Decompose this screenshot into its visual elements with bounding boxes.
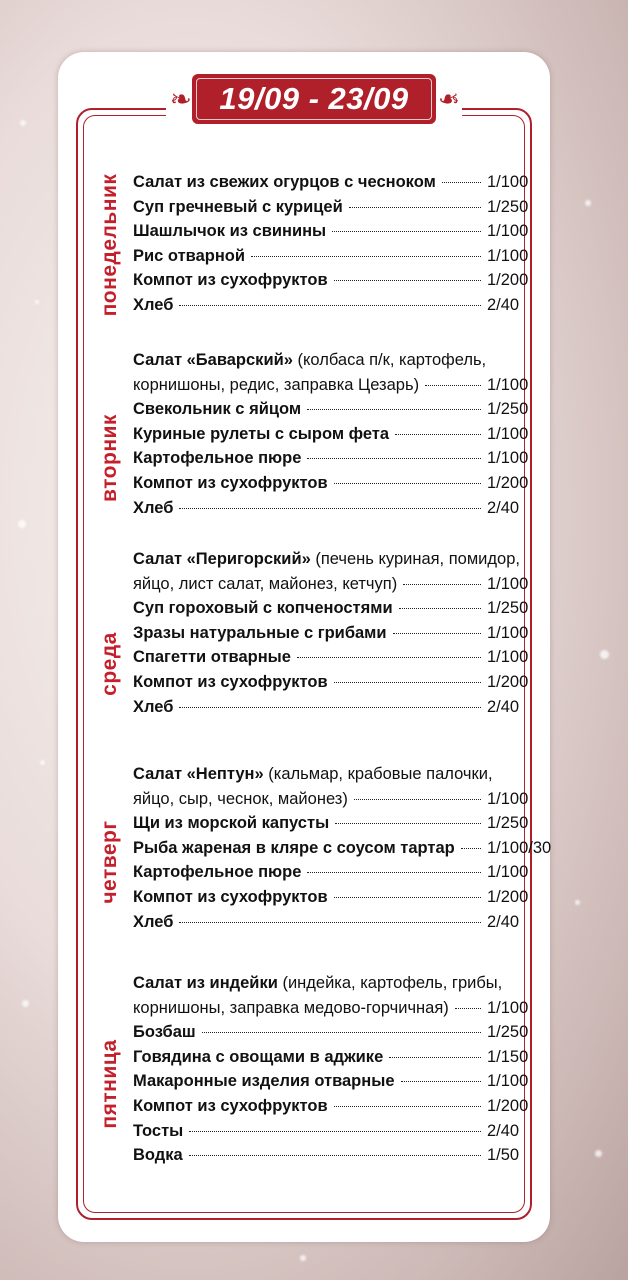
menu-item: яйцо, лист салат, майонез, кетчуп) 1/100 bbox=[133, 574, 529, 593]
menu-item: Водка 1/50 bbox=[133, 1146, 520, 1165]
menu-item: Хлеб 2/40 bbox=[133, 295, 520, 314]
day-section-thursday bbox=[133, 762, 552, 934]
day-section-friday bbox=[133, 971, 545, 1168]
menu-item: Макаронные изделия отварные 1/100 bbox=[133, 1072, 529, 1091]
menu-item: Хлеб 2/40 bbox=[133, 912, 520, 931]
menu-item: Салат из свежих огурцов с чесноком 1/100 bbox=[133, 173, 529, 191]
menu-item: Суп гороховый с копченостями 1/250 bbox=[133, 599, 529, 618]
day-section-monday bbox=[133, 170, 545, 318]
menu-item: Хлеб 2/40 bbox=[133, 697, 520, 716]
menu-item: Компот из сухофруктов 1/200 bbox=[133, 473, 529, 492]
menu-item: Шашлычок из свинины 1/100 bbox=[133, 222, 529, 241]
menu-item: Спагетти отварные 1/100 bbox=[133, 648, 529, 667]
menu-item-first-line: Салат «Баварский» (колбаса п/к, картофель, bbox=[133, 351, 487, 369]
menu-item-first-line: Салат из индейки (индейка, картофель, грибы, bbox=[133, 974, 503, 992]
menu-item: Компот из сухофруктов 1/200 bbox=[133, 271, 529, 290]
menu-item: Говядина с овощами в аджике 1/150 bbox=[133, 1047, 529, 1066]
sparkle bbox=[585, 200, 591, 206]
sparkle bbox=[595, 1150, 602, 1157]
sparkle bbox=[575, 900, 580, 905]
menu-item: Бозбаш 1/250 bbox=[133, 1023, 529, 1042]
sparkle bbox=[35, 300, 39, 304]
sparkle bbox=[18, 520, 26, 528]
sparkle bbox=[300, 1255, 306, 1261]
day-section-wednesday bbox=[133, 547, 545, 719]
ornament-left-icon: ❧ bbox=[170, 84, 192, 114]
menu-item: Картофельное пюре 1/100 bbox=[133, 863, 529, 882]
ornament-right-icon: ❧ bbox=[438, 84, 460, 114]
date-banner bbox=[192, 74, 436, 124]
menu-item-first-line: Салат «Нептун» (кальмар, крабовые палочки, bbox=[133, 765, 493, 783]
menu-item: Компот из сухофруктов 1/200 bbox=[133, 1096, 529, 1115]
menu-item: Рыба жареная в кляре с соусом тартар 1/100/30 bbox=[133, 838, 552, 857]
menu-item: Суп гречневый с курицей 1/250 bbox=[133, 197, 529, 216]
sparkle bbox=[40, 760, 45, 765]
menu-item: Хлеб 2/40 bbox=[133, 498, 520, 517]
sparkle bbox=[20, 120, 26, 126]
sparkle bbox=[600, 650, 609, 659]
menu-item: Картофельное пюре 1/100 bbox=[133, 449, 529, 468]
menu-item: Зразы натуральные с грибами 1/100 bbox=[133, 623, 529, 642]
menu-item: Компот из сухофруктов 1/200 bbox=[133, 672, 529, 691]
menu-item: Щи из морской капусты 1/250 bbox=[133, 814, 529, 833]
day-section-tuesday bbox=[133, 348, 545, 520]
menu-item-first-line: Салат «Перигорский» (печень куриная, помидор, bbox=[133, 550, 520, 568]
menu-item: Тосты 2/40 bbox=[133, 1121, 520, 1140]
menu-item: яйцо, сыр, чеснок, майонез) 1/100 bbox=[133, 789, 529, 808]
menu-item: Свекольник с яйцом 1/250 bbox=[133, 400, 529, 419]
date-range: 19/09 - 23/09 bbox=[219, 81, 409, 116]
menu-item: корнишоны, редис, заправка Цезарь) 1/100 bbox=[133, 375, 529, 394]
menu-item: Компот из сухофруктов 1/200 bbox=[133, 887, 529, 906]
menu-item: Рис отварной 1/100 bbox=[133, 246, 529, 265]
sparkle bbox=[22, 1000, 29, 1007]
menu-item: корнишоны, заправка медово-горчичная) 1/100 bbox=[133, 998, 529, 1017]
menu-item: Куриные рулеты с сыром фета 1/100 bbox=[133, 424, 529, 443]
